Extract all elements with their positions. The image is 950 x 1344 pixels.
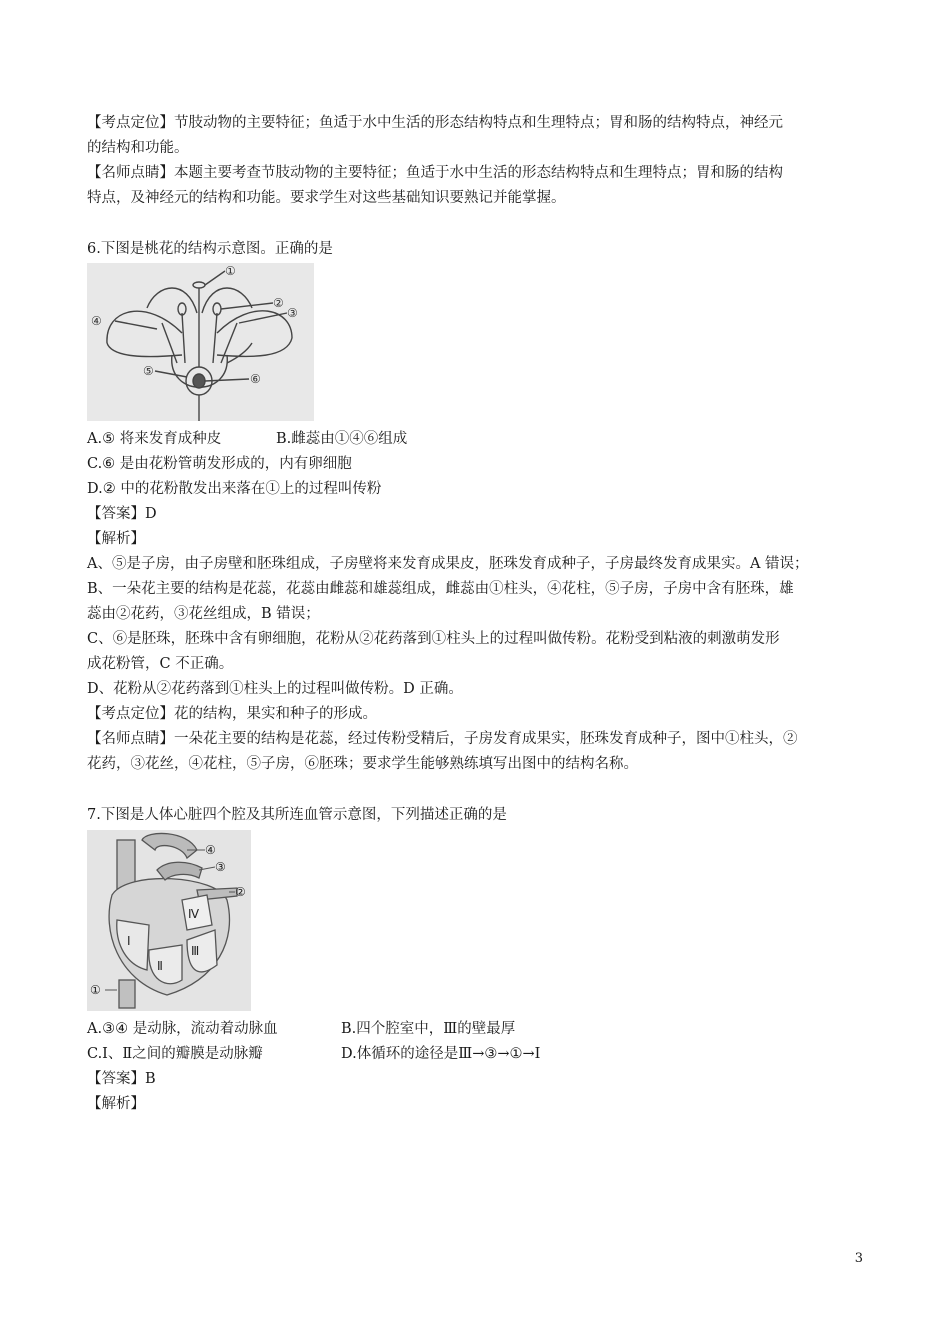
flower-label-4: ④	[91, 314, 102, 328]
q6-option-b: B.雌蕊由①④⑥组成	[276, 431, 408, 447]
q7-option-d: D.体循环的途径是Ⅲ→③→①→Ⅰ	[341, 1046, 541, 1062]
heart-label-3: ③	[215, 860, 226, 874]
heart-chamber-iv: Ⅳ	[188, 907, 200, 921]
q6-option-c: C.⑥ 是由花粉管萌发形成的，内有卵细胞	[87, 456, 352, 472]
q6-options-ab	[87, 429, 407, 449]
q6-stem: 6.下图是桃花的结构示意图。正确的是	[87, 241, 333, 257]
heart-diagram	[87, 830, 251, 1011]
q6-option-d: D.② 中的花粉散发出来落在①上的过程叫传粉	[87, 481, 382, 497]
q6-analysis-title: 【解析】	[87, 531, 145, 547]
heart-label-2: ②	[235, 885, 246, 899]
q6-analysis-b2: 蕊由②花药，③花丝组成，B 错误；	[87, 606, 320, 622]
flower-label-5: ⑤	[143, 364, 154, 378]
heart-label-4: ④	[205, 843, 216, 857]
heart-chamber-iii: Ⅲ	[191, 944, 200, 958]
prev-mingshi-line2: 特点，及神经元的结构和功能。要求学生对这些基础知识要熟记并能掌握。	[87, 190, 566, 206]
q7-options-cd	[87, 1044, 540, 1064]
flower-label-3: ③	[287, 306, 298, 320]
q7-analysis-title: 【解析】	[87, 1096, 145, 1112]
heart-chamber-ii: Ⅱ	[157, 959, 163, 973]
prev-kaodian-line2: 的结构和功能。	[87, 140, 189, 156]
q6-option-a: A.⑤ 将来发育成种皮	[87, 431, 222, 447]
q7-option-a: A.③④ 是动脉，流动着动脉血	[87, 1021, 278, 1037]
q7-option-b: B.四个腔室中，Ⅲ的壁最厚	[341, 1021, 516, 1037]
q6-analysis-a: A、⑤是子房，由子房壁和胚珠组成，子房壁将来发育成果皮，胚珠发育成种子，子房最终发育成果实。A 错误；	[87, 556, 809, 572]
q7-answer: 【答案】B	[87, 1071, 156, 1087]
q6-analysis-c2: 成花粉管，C 不正确。	[87, 656, 234, 672]
q7-option-c: C.Ⅰ、Ⅱ之间的瓣膜是动脉瓣	[87, 1046, 263, 1062]
peach-flower-diagram	[87, 263, 314, 421]
q6-analysis-d: D、花粉从②花药落到①柱头上的过程叫做传粉。D 正确。	[87, 681, 463, 697]
q6-kaodian: 【考点定位】花的结构，果实和种子的形成。	[87, 706, 377, 722]
prev-mingshi-line1: 【名师点睛】本题主要考查节肢动物的主要特征；鱼适于水中生活的形态结构特点和生理特点；胃和肠的结构	[87, 165, 783, 181]
q6-mingshi-line2: 花药，③花丝，④花柱，⑤子房，⑥胚珠；要求学生能够熟练填写出图中的结构名称。	[87, 756, 638, 772]
heart-chamber-i: Ⅰ	[127, 934, 131, 948]
flower-label-2: ②	[273, 296, 284, 310]
q6-mingshi-line1: 【名师点睛】一朵花主要的结构是花蕊，经过传粉受精后，子房发育成果实，胚珠发育成种子，图中①柱头，②	[87, 731, 798, 747]
page-number: 3	[854, 1251, 863, 1266]
q6-answer: 【答案】D	[87, 506, 157, 522]
q7-options-ab	[87, 1019, 515, 1039]
prev-kaodian-line1: 【考点定位】节肢动物的主要特征；鱼适于水中生活的形态结构特点和生理特点；胃和肠的结构特点，神经元	[87, 115, 783, 131]
q7-stem: 7.下图是人体心脏四个腔及其所连血管示意图，下列描述正确的是	[87, 807, 507, 823]
flower-label-6: ⑥	[250, 372, 261, 386]
flower-label-1: ①	[225, 264, 236, 278]
q6-analysis-c1: C、⑥是胚珠，胚珠中含有卵细胞，花粉从②花药落到①柱头上的过程叫做传粉。花粉受到粘液的刺激萌发形	[87, 631, 780, 647]
q6-analysis-b1: B、一朵花主要的结构是花蕊，花蕊由雌蕊和雄蕊组成，雌蕊由①柱头，④花柱，⑤子房，子房中含有胚珠，雄	[87, 581, 794, 597]
heart-label-1: ①	[90, 983, 101, 997]
